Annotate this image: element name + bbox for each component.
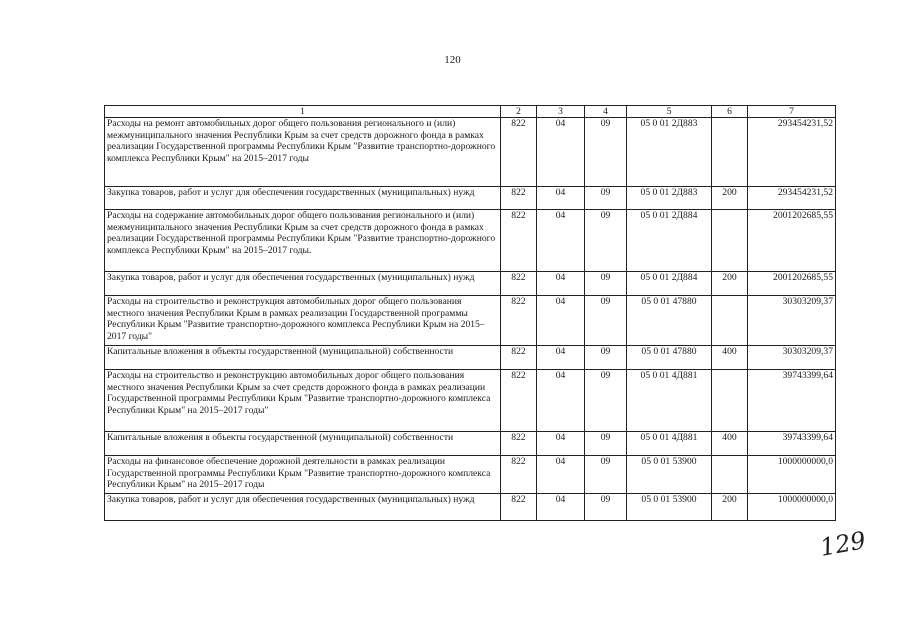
budget-table: [104, 105, 836, 521]
expense-type-code: 200: [712, 187, 748, 210]
section-code: 04: [537, 432, 585, 456]
subsection-code: 09: [585, 456, 627, 494]
amount: 1000000000,0: [748, 494, 836, 521]
amount: 2001202685,55: [748, 210, 836, 272]
subsection-code: 09: [585, 210, 627, 272]
handwritten-page-number: 129: [817, 526, 868, 562]
table-row: [105, 210, 836, 272]
expense-type-code: 400: [712, 346, 748, 370]
subsection-code: 09: [585, 296, 627, 346]
amount: 30303209,37: [748, 296, 836, 346]
target-article-code: 05 0 01 4Д881: [627, 370, 712, 432]
header-cell: 6: [712, 106, 748, 118]
ministry-code: 822: [501, 346, 537, 370]
section-code: 04: [537, 456, 585, 494]
expense-type-code: 200: [712, 494, 748, 521]
section-code: 04: [537, 346, 585, 370]
expense-type-code: 200: [712, 272, 748, 296]
row-description: Капитальные вложения в объекты государственной (муниципальной) собственности: [105, 346, 501, 370]
target-article-code: 05 0 01 2Д883: [627, 118, 712, 187]
subsection-code: 09: [585, 187, 627, 210]
expense-type-code: [712, 296, 748, 346]
header-cell: 4: [585, 106, 627, 118]
target-article-code: 05 0 01 47880: [627, 296, 712, 346]
table-header-row: [105, 106, 836, 118]
row-description: Капитальные вложения в объекты государственной (муниципальной) собственности: [105, 432, 501, 456]
header-cell: 5: [627, 106, 712, 118]
section-code: 04: [537, 370, 585, 432]
row-description: Расходы на ремонт автомобильных дорог общего пользования регионального и (или) межмуниципального значения Республики Крым за счет средств дорожного фонда в рамках реализации Государственной программы Республики Крым "Развитие транспортно-дорожного комплекса Республики Крым" на 2015–2017 годы: [105, 118, 501, 187]
subsection-code: 09: [585, 370, 627, 432]
page-number: 120: [444, 54, 461, 66]
ministry-code: 822: [501, 296, 537, 346]
target-article-code: 05 0 01 53900: [627, 494, 712, 521]
subsection-code: 09: [585, 118, 627, 187]
expense-type-code: [712, 370, 748, 432]
expense-type-code: [712, 210, 748, 272]
amount: 293454231,52: [748, 118, 836, 187]
amount: 39743399,64: [748, 370, 836, 432]
ministry-code: 822: [501, 370, 537, 432]
amount: 1000000000,0: [748, 456, 836, 494]
amount: 2001202685,55: [748, 272, 836, 296]
header-cell: 2: [501, 106, 537, 118]
section-code: 04: [537, 118, 585, 187]
table-row: [105, 187, 836, 210]
table-row: [105, 118, 836, 187]
row-description: Расходы на финансовое обеспечение дорожной деятельности в рамках реализации Государственной программы Республики Крым "Развитие транспортно-дорожного комплекса Республики Крым" на 2015–2017 годы: [105, 456, 501, 494]
row-description: Закупка товаров, работ и услуг для обеспечения государственных (муниципальных) нужд: [105, 272, 501, 296]
amount: 39743399,64: [748, 432, 836, 456]
header-cell: 1: [105, 106, 501, 118]
header-cell: 3: [537, 106, 585, 118]
amount: 30303209,37: [748, 346, 836, 370]
ministry-code: 822: [501, 494, 537, 521]
table-row: [105, 456, 836, 494]
expense-type-code: 400: [712, 432, 748, 456]
subsection-code: 09: [585, 272, 627, 296]
section-code: 04: [537, 494, 585, 521]
row-description: Закупка товаров, работ и услуг для обеспечения государственных (муниципальных) нужд: [105, 494, 501, 521]
table-row: [105, 432, 836, 456]
ministry-code: 822: [501, 432, 537, 456]
table-row: [105, 272, 836, 296]
ministry-code: 822: [501, 272, 537, 296]
subsection-code: 09: [585, 432, 627, 456]
subsection-code: 09: [585, 346, 627, 370]
ministry-code: 822: [501, 456, 537, 494]
row-description: Расходы на содержание автомобильных дорог общего пользования регионального и (или) межмуниципального значения Республики Крым за счет средств дорожного фонда в рамках реализации Государственной программы Республики Крым "Развитие транспортно-дорожного комплекса Республики Крым" на 2015–2017 годы.: [105, 210, 501, 272]
target-article-code: 05 0 01 4Д881: [627, 432, 712, 456]
expense-type-code: [712, 456, 748, 494]
section-code: 04: [537, 210, 585, 272]
target-article-code: 05 0 01 2Д884: [627, 272, 712, 296]
section-code: 04: [537, 187, 585, 210]
table-row: [105, 370, 836, 432]
target-article-code: 05 0 01 53900: [627, 456, 712, 494]
table-row: [105, 346, 836, 370]
row-description: Расходы на строительство и реконструкцию автомобильных дорог общего пользования местного значения Республики Крым за счет средств дорожного фонда в рамках реализации Государственной программы Республики Крым "Развитие транспортно-дорожного комплекса Республики Крым" на 2015–2017 годы": [105, 370, 501, 432]
ministry-code: 822: [501, 210, 537, 272]
row-description: Расходы на строительство и реконструкция автомобильных дорог общего пользования местного значения Республики Крым в рамках реализации Государственной программы Республики Крым "Развитие транспортно-дорожного комплекса Республики Крым на 2015–2017 годы": [105, 296, 501, 346]
ministry-code: 822: [501, 187, 537, 210]
target-article-code: 05 0 01 2Д884: [627, 210, 712, 272]
expense-type-code: [712, 118, 748, 187]
subsection-code: 09: [585, 494, 627, 521]
amount: 293454231,52: [748, 187, 836, 210]
ministry-code: 822: [501, 118, 537, 187]
target-article-code: 05 0 01 47880: [627, 346, 712, 370]
table-row: [105, 296, 836, 346]
target-article-code: 05 0 01 2Д883: [627, 187, 712, 210]
table-row: [105, 494, 836, 521]
header-cell: 7: [748, 106, 836, 118]
row-description: Закупка товаров, работ и услуг для обеспечения государственных (муниципальных) нужд: [105, 187, 501, 210]
section-code: 04: [537, 272, 585, 296]
section-code: 04: [537, 296, 585, 346]
